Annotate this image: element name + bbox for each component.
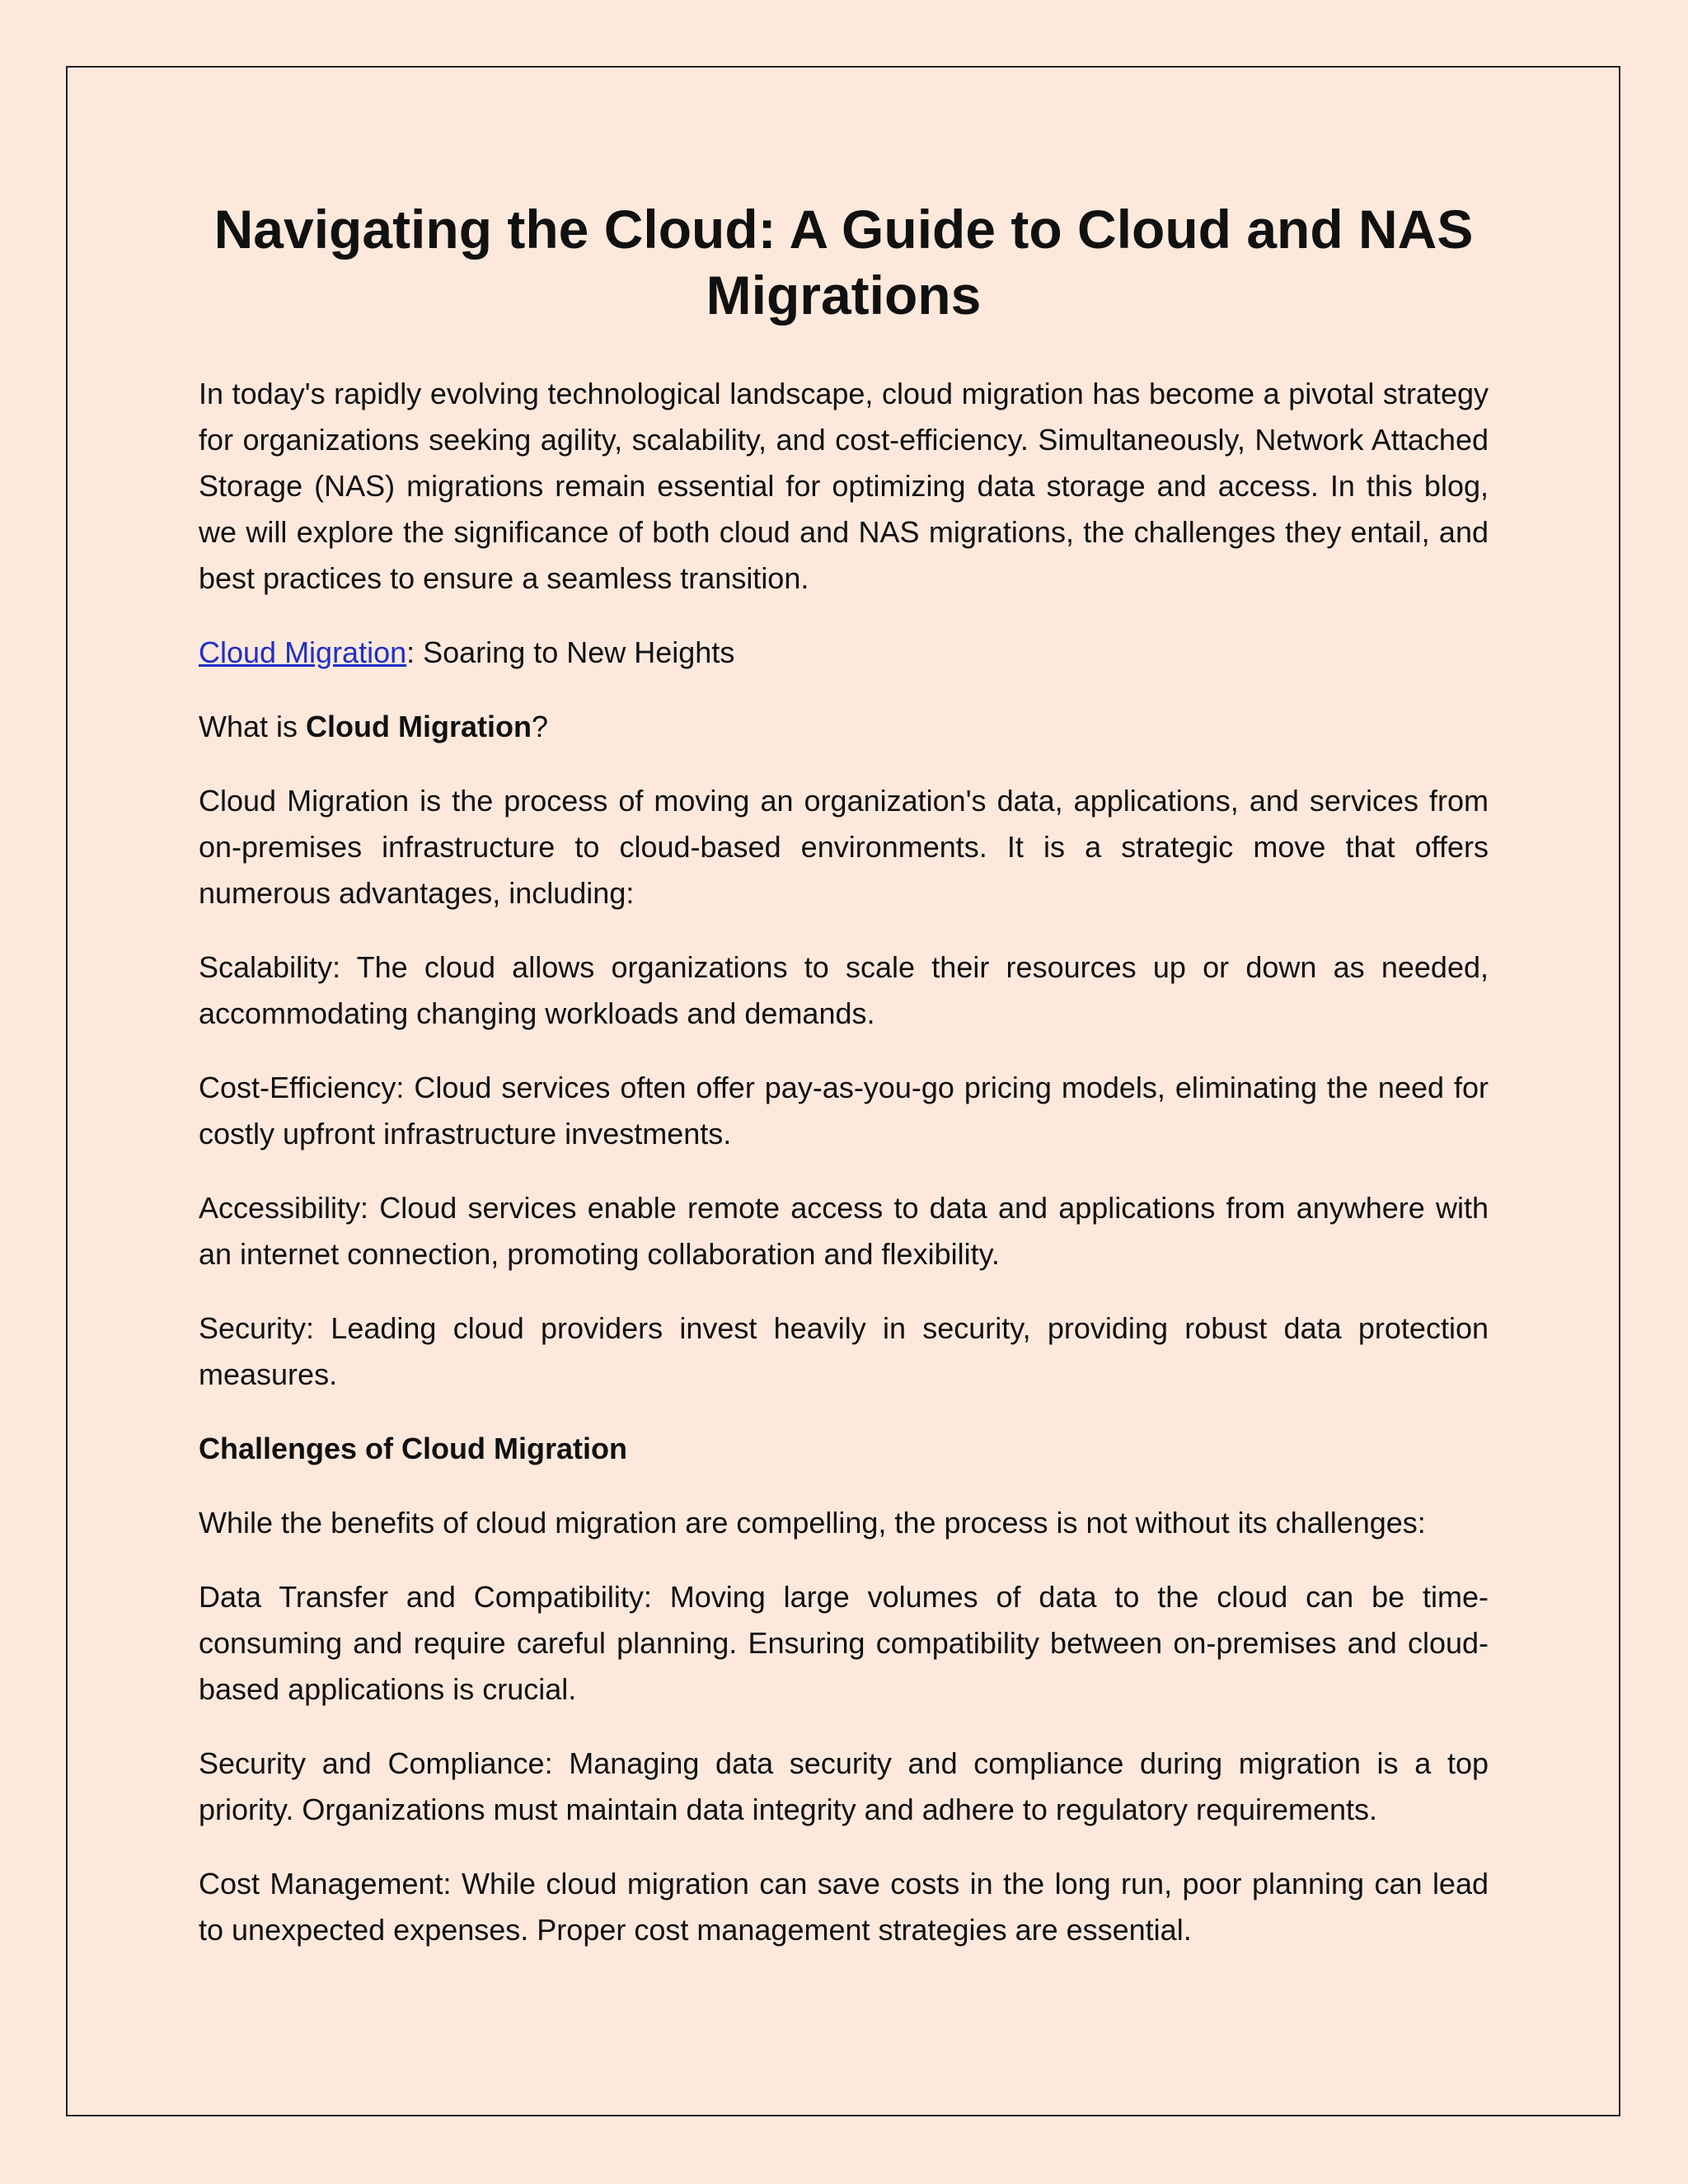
challenges-intro: While the benefits of cloud migration are compelling, the process is not without its challenges: [199, 1506, 1426, 1540]
advantage-security: Security: Leading cloud providers invest heavily in security, providing robust data protection measures. [199, 1311, 1489, 1391]
challenge-security-compliance: Security and Compliance: Managing data security and compliance during migration is a top priority. Organizations must maintain data integrity and adhere to regulatory requirements. [199, 1746, 1489, 1826]
challenges-heading [199, 1426, 1489, 1472]
document-body [199, 196, 1489, 1981]
section-heading-cloud-migration [199, 630, 1489, 676]
challenge-cost-management: Cost Management: While cloud migration can save costs in the long run, poor planning can lead to unexpected expenses. Proper cost management strategies are essential. [199, 1867, 1489, 1947]
challenge-data-transfer: Data Transfer and Compatibility: Moving large volumes of data to the cloud can be time-consuming and require careful planning. Ensuring compatibility between on-premises and cloud-based applications is crucial. [199, 1580, 1489, 1706]
cloud-migration-link[interactable]: Cloud Migration [199, 635, 407, 669]
section-heading-rest: : Soaring to New Heights [406, 635, 735, 669]
question-prefix: What is [199, 710, 307, 743]
question-bold: Cloud Migration [306, 710, 532, 743]
challenges-heading-text: Challenges of Cloud Migration [199, 1432, 627, 1465]
intro-paragraph: In today's rapidly evolving technological landscape, cloud migration has become a pivotal strategy for organizations seeking agility, scalability, and cost-efficiency. Simultaneously, Network Attached Storage (NAS) migrations remain essential for optimizing data storage and access. In this blog, we will explore the significance of both cloud and NAS migrations, the challenges they entail, and best practices to ensure a seamless transition. [199, 377, 1489, 595]
page-title: Navigating the Cloud: A Guide to Cloud and NAS Migrations [213, 199, 1474, 326]
advantage-accessibility: Accessibility: Cloud services enable remote access to data and applications from anywhere with an internet connection, promoting collaboration and flexibility. [199, 1191, 1489, 1271]
question-paragraph [199, 704, 1489, 750]
definition-paragraph: Cloud Migration is the process of moving an organization's data, applications, and services from on-premises infrastructure to cloud-based environments. It is a strategic move that offers numerous advantages, including: [199, 784, 1489, 910]
advantage-cost-efficiency: Cost-Efficiency: Cloud services often offer pay-as-you-go pricing models, eliminating the need for costly upfront infrastructure investments. [199, 1071, 1489, 1151]
question-suffix: ? [532, 710, 549, 743]
advantage-scalability: Scalability: The cloud allows organizations to scale their resources up or down as needed, accommodating changing workloads and demands. [199, 950, 1489, 1030]
